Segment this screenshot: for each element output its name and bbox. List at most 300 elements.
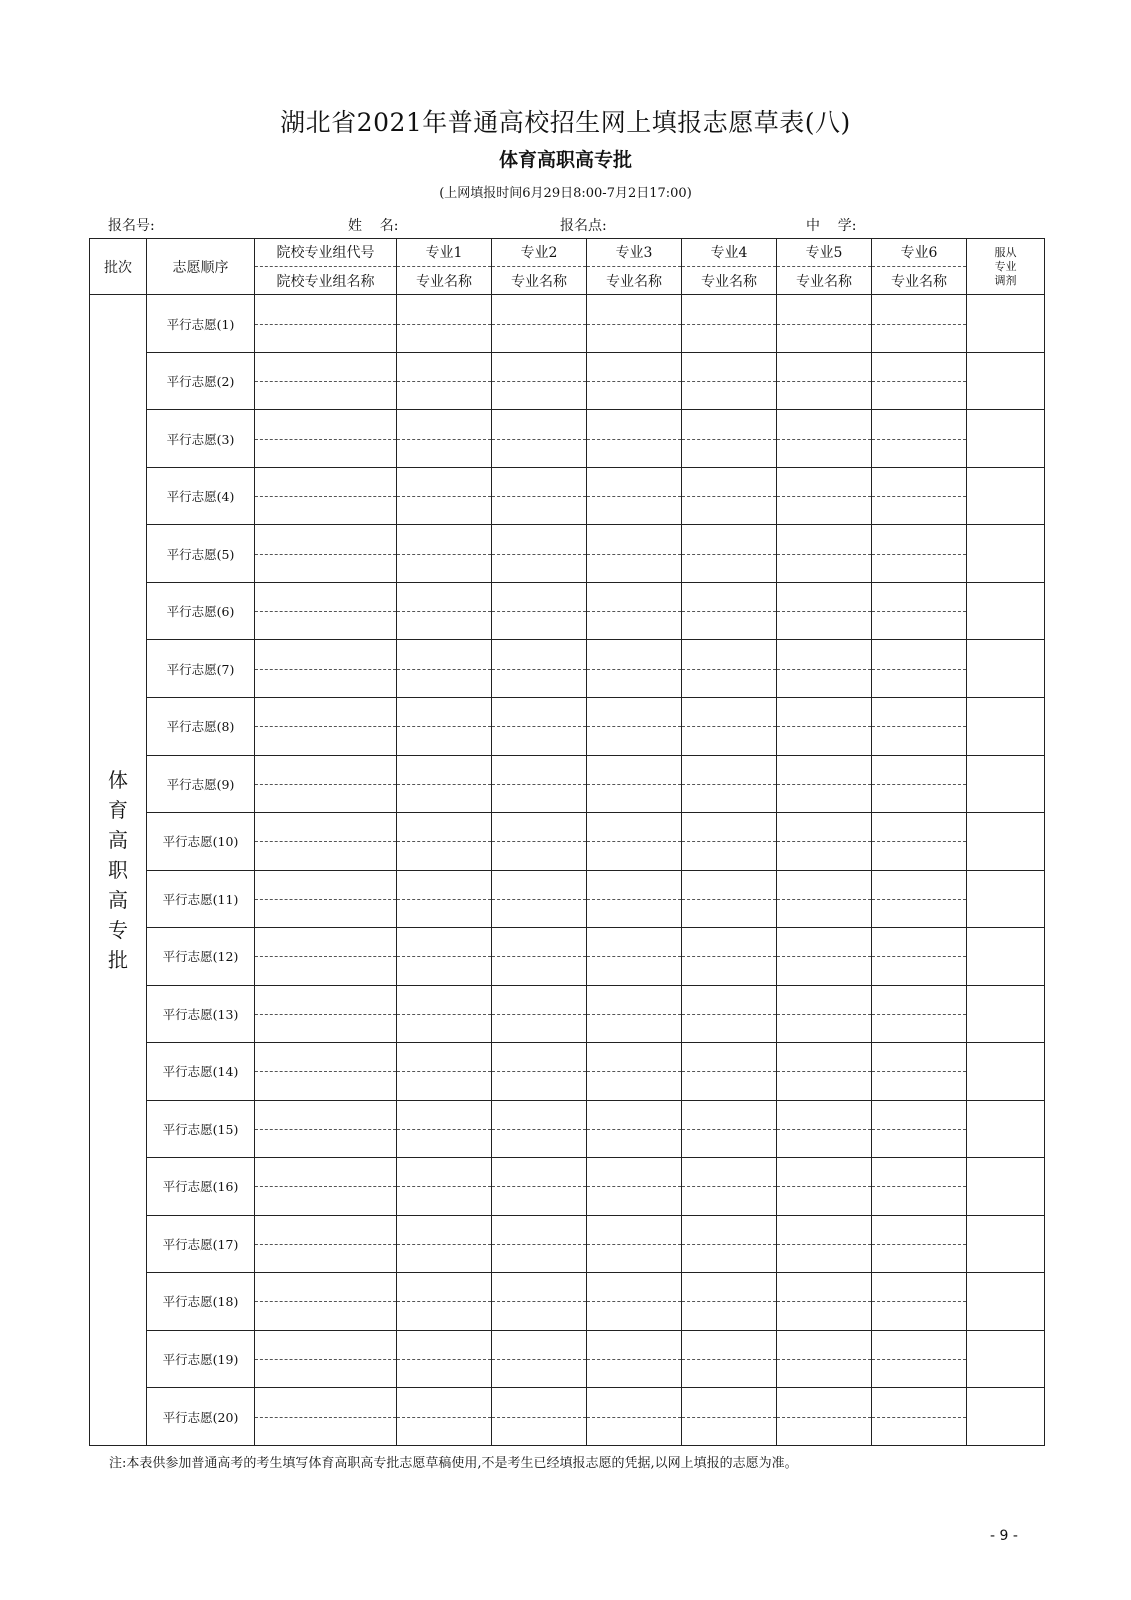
- major-entry-cell[interactable]: [587, 1043, 682, 1101]
- dashed-divider: [492, 381, 586, 382]
- major-entry-cell[interactable]: [777, 410, 872, 468]
- major-entry-cell[interactable]: [682, 582, 777, 640]
- obey-adjustment-cell[interactable]: [967, 755, 1045, 813]
- major-entry-cell[interactable]: [872, 1215, 967, 1273]
- major-entry-cell[interactable]: [587, 1273, 682, 1331]
- group-entry-cell[interactable]: [255, 813, 397, 871]
- dashed-divider: [492, 841, 586, 842]
- major-entry-cell[interactable]: [777, 295, 872, 353]
- group-entry-cell[interactable]: [255, 467, 397, 525]
- major-entry-cell[interactable]: [872, 295, 967, 353]
- group-entry-cell[interactable]: [255, 640, 397, 698]
- major-entry-cell[interactable]: [587, 755, 682, 813]
- major-entry-cell[interactable]: [777, 582, 872, 640]
- major-entry-cell[interactable]: [872, 813, 967, 871]
- batch-name-cell: [90, 295, 147, 1446]
- major-entry-cell[interactable]: [587, 985, 682, 1043]
- major-entry-cell[interactable]: [872, 1388, 967, 1446]
- dashed-divider: [777, 899, 871, 900]
- dashed-divider: [587, 956, 681, 957]
- table-row: [90, 985, 1045, 1043]
- dashed-divider: [492, 726, 586, 727]
- major-entry-cell[interactable]: [587, 582, 682, 640]
- major-entry-cell[interactable]: [682, 295, 777, 353]
- dashed-divider: [777, 554, 871, 555]
- major-entry-cell[interactable]: [492, 352, 587, 410]
- dashed-divider: [777, 496, 871, 497]
- dashed-divider: [587, 1129, 681, 1130]
- major-entry-cell[interactable]: [777, 1388, 872, 1446]
- major-entry-cell[interactable]: [682, 1043, 777, 1101]
- table-row: [90, 928, 1045, 986]
- table-row: [90, 1273, 1045, 1331]
- major-entry-cell[interactable]: [397, 1158, 492, 1216]
- major-entry-cell[interactable]: [587, 928, 682, 986]
- major-entry-cell[interactable]: [777, 1158, 872, 1216]
- major-entry-cell[interactable]: [872, 640, 967, 698]
- dashed-divider: [492, 669, 586, 670]
- obey-adjustment-cell[interactable]: [967, 928, 1045, 986]
- major-entry-cell[interactable]: [682, 870, 777, 928]
- group-entry-cell[interactable]: [255, 755, 397, 813]
- major-entry-cell[interactable]: [872, 698, 967, 756]
- major-entry-cell[interactable]: [682, 1273, 777, 1331]
- major-entry-cell[interactable]: [872, 352, 967, 410]
- major-entry-cell[interactable]: [587, 1100, 682, 1158]
- major-entry-cell[interactable]: [682, 985, 777, 1043]
- table-row: [90, 1100, 1045, 1158]
- dashed-divider: [872, 439, 966, 440]
- table-row: [90, 1043, 1045, 1101]
- major-entry-cell[interactable]: [682, 1388, 777, 1446]
- major-entry-cell[interactable]: [872, 1158, 967, 1216]
- major-entry-cell[interactable]: [492, 1215, 587, 1273]
- volunteer-order-label: 平行志愿(13): [147, 985, 255, 1043]
- major-entry-cell[interactable]: [397, 985, 492, 1043]
- batch-name-char: 专: [108, 918, 128, 943]
- major-entry-cell[interactable]: [492, 1100, 587, 1158]
- dashed-divider: [587, 439, 681, 440]
- dashed-divider: [777, 1014, 871, 1015]
- dashed-divider: [587, 554, 681, 555]
- dashed-divider: [777, 1417, 871, 1418]
- table-row: [90, 1330, 1045, 1388]
- dashed-divider: [872, 1359, 966, 1360]
- major-entry-cell[interactable]: [492, 1273, 587, 1331]
- volunteer-order-label: 平行志愿(9): [147, 755, 255, 813]
- dashed-divider: [872, 1186, 966, 1187]
- table-row: [90, 870, 1045, 928]
- major-entry-cell[interactable]: [492, 698, 587, 756]
- dashed-divider: [492, 956, 586, 957]
- dashed-divider: [872, 956, 966, 957]
- volunteer-order-label: 平行志愿(2): [147, 352, 255, 410]
- dashed-divider: [255, 496, 396, 497]
- major-entry-cell[interactable]: [492, 928, 587, 986]
- major-entry-cell[interactable]: [682, 410, 777, 468]
- major-entry-cell[interactable]: [492, 1158, 587, 1216]
- dashed-divider: [777, 726, 871, 727]
- dashed-divider: [777, 1244, 871, 1245]
- obey-adjustment-cell[interactable]: [967, 1158, 1045, 1216]
- major-entry-cell[interactable]: [872, 410, 967, 468]
- dashed-divider: [397, 1417, 491, 1418]
- dashed-divider: [872, 611, 966, 612]
- dashed-divider: [492, 324, 586, 325]
- dashed-divider: [255, 956, 396, 957]
- dashed-divider: [255, 324, 396, 325]
- dashed-divider: [682, 1129, 776, 1130]
- dashed-divider: [397, 1359, 491, 1360]
- major-entry-cell[interactable]: [492, 582, 587, 640]
- major-entry-cell[interactable]: [397, 1388, 492, 1446]
- major-entry-cell[interactable]: [872, 1330, 967, 1388]
- obey-adjustment-cell[interactable]: [967, 813, 1045, 871]
- dashed-divider: [682, 1417, 776, 1418]
- major-name-header: 专业名称: [587, 266, 682, 295]
- dashed-divider: [682, 381, 776, 382]
- batch-subtitle: 体育高职高专批: [498, 149, 632, 171]
- major-entry-cell[interactable]: [492, 1388, 587, 1446]
- dashed-divider: [255, 381, 396, 382]
- major-entry-cell[interactable]: [682, 698, 777, 756]
- major-entry-cell[interactable]: [777, 698, 872, 756]
- dashed-divider: [777, 1359, 871, 1360]
- obey-adjustment-cell[interactable]: [967, 525, 1045, 583]
- major-1-header: 专业1: [397, 239, 492, 267]
- major-entry-cell[interactable]: [872, 1043, 967, 1101]
- reg-no-label: 报名号:: [108, 218, 155, 234]
- dashed-divider: [682, 324, 776, 325]
- major-4-header: 专业4: [682, 239, 777, 267]
- major-entry-cell[interactable]: [682, 928, 777, 986]
- major-entry-cell[interactable]: [587, 640, 682, 698]
- dashed-divider: [682, 554, 776, 555]
- dashed-divider: [397, 669, 491, 670]
- major-entry-cell[interactable]: [777, 640, 872, 698]
- volunteer-order-label: 平行志愿(18): [147, 1273, 255, 1331]
- batch-name-char: 育: [108, 798, 128, 823]
- group-entry-cell[interactable]: [255, 582, 397, 640]
- major-entry-cell[interactable]: [682, 1100, 777, 1158]
- major-entry-cell[interactable]: [587, 698, 682, 756]
- group-entry-cell[interactable]: [255, 1388, 397, 1446]
- dashed-divider: [587, 1359, 681, 1360]
- obey-adjustment-cell[interactable]: [967, 640, 1045, 698]
- major-entry-cell[interactable]: [777, 755, 872, 813]
- dashed-divider: [587, 784, 681, 785]
- dashed-divider: [682, 439, 776, 440]
- dashed-divider: [872, 381, 966, 382]
- volunteer-order-label: 平行志愿(3): [147, 410, 255, 468]
- obey-adjustment-cell[interactable]: [967, 698, 1045, 756]
- order-header: 志愿顺序: [147, 239, 255, 295]
- group-entry-cell[interactable]: [255, 928, 397, 986]
- table-row: [90, 582, 1045, 640]
- volunteer-form-table: [89, 238, 1045, 1446]
- major-entry-cell[interactable]: [872, 525, 967, 583]
- major-entry-cell[interactable]: [777, 1100, 872, 1158]
- major-entry-cell[interactable]: [682, 352, 777, 410]
- table-row: [90, 467, 1045, 525]
- obey-adjustment-cell[interactable]: [967, 1100, 1045, 1158]
- major-entry-cell[interactable]: [587, 870, 682, 928]
- dashed-divider: [255, 611, 396, 612]
- form-title: 湖北省2021年普通高校招生网上填报志愿草表(八): [280, 108, 851, 137]
- dashed-divider: [872, 841, 966, 842]
- dashed-divider: [492, 439, 586, 440]
- major-entry-cell[interactable]: [682, 1158, 777, 1216]
- major-entry-cell[interactable]: [777, 985, 872, 1043]
- dashed-divider: [587, 1071, 681, 1072]
- footnote: 注:本表供参加普通高考的考生填写体育高职高专批志愿草稿使用,不是考生已经填报志愿的凭据,以网上填报的志愿为准。: [109, 1456, 798, 1471]
- dashed-divider: [397, 1014, 491, 1015]
- major-entry-cell[interactable]: [492, 813, 587, 871]
- dashed-divider: [682, 956, 776, 957]
- obey-adjustment-cell[interactable]: [967, 870, 1045, 928]
- obey-adjustment-cell[interactable]: [967, 295, 1045, 353]
- dashed-divider: [255, 1014, 396, 1015]
- dashed-divider: [397, 784, 491, 785]
- major-entry-cell[interactable]: [682, 1330, 777, 1388]
- volunteer-order-label: 平行志愿(10): [147, 813, 255, 871]
- volunteer-order-label: 平行志愿(20): [147, 1388, 255, 1446]
- major-entry-cell[interactable]: [872, 582, 967, 640]
- major-name-header: 专业名称: [492, 266, 587, 295]
- dashed-divider: [872, 1244, 966, 1245]
- dashed-divider: [587, 496, 681, 497]
- dashed-divider: [397, 1186, 491, 1187]
- major-entry-cell[interactable]: [587, 295, 682, 353]
- batch-name-char: 高: [108, 888, 128, 913]
- dashed-divider: [587, 669, 681, 670]
- major-name-header: 专业名称: [777, 266, 872, 295]
- dashed-divider: [397, 899, 491, 900]
- major-entry-cell[interactable]: [872, 985, 967, 1043]
- group-entry-cell[interactable]: [255, 985, 397, 1043]
- dashed-divider: [872, 726, 966, 727]
- major-entry-cell[interactable]: [777, 1043, 872, 1101]
- dashed-divider: [587, 1014, 681, 1015]
- dashed-divider: [777, 669, 871, 670]
- dashed-divider: [682, 784, 776, 785]
- name-label: 姓 名:: [348, 218, 399, 234]
- dashed-divider: [397, 496, 491, 497]
- major-entry-cell[interactable]: [397, 410, 492, 468]
- dashed-divider: [255, 1186, 396, 1187]
- dashed-divider: [492, 784, 586, 785]
- major-entry-cell[interactable]: [397, 640, 492, 698]
- major-entry-cell[interactable]: [682, 640, 777, 698]
- major-entry-cell[interactable]: [587, 1215, 682, 1273]
- obey-adjustment-cell[interactable]: [967, 467, 1045, 525]
- dashed-divider: [492, 1359, 586, 1360]
- group-entry-cell[interactable]: [255, 1100, 397, 1158]
- dashed-divider: [492, 1014, 586, 1015]
- group-entry-cell[interactable]: [255, 1215, 397, 1273]
- major-entry-cell[interactable]: [777, 813, 872, 871]
- dashed-divider: [682, 841, 776, 842]
- obey-line-1: 服从: [994, 245, 1017, 259]
- major-entry-cell[interactable]: [777, 467, 872, 525]
- group-entry-cell[interactable]: [255, 1330, 397, 1388]
- group-entry-cell[interactable]: [255, 1043, 397, 1101]
- major-entry-cell[interactable]: [492, 755, 587, 813]
- dashed-divider: [492, 899, 586, 900]
- dashed-divider: [255, 554, 396, 555]
- major-entry-cell[interactable]: [492, 1043, 587, 1101]
- major-entry-cell[interactable]: [397, 755, 492, 813]
- major-entry-cell[interactable]: [397, 813, 492, 871]
- major-entry-cell[interactable]: [587, 525, 682, 583]
- dashed-divider: [777, 611, 871, 612]
- major-entry-cell[interactable]: [587, 1330, 682, 1388]
- obey-line-2: 专业: [994, 259, 1017, 273]
- major-entry-cell[interactable]: [872, 467, 967, 525]
- major-entry-cell[interactable]: [492, 525, 587, 583]
- volunteer-order-label: 平行志愿(7): [147, 640, 255, 698]
- major-entry-cell[interactable]: [587, 467, 682, 525]
- obey-adjustment-cell[interactable]: [967, 1388, 1045, 1446]
- volunteer-order-label: 平行志愿(11): [147, 870, 255, 928]
- group-entry-cell[interactable]: [255, 870, 397, 928]
- batch-name-char: 批: [108, 948, 128, 973]
- major-entry-cell[interactable]: [492, 985, 587, 1043]
- major-entry-cell[interactable]: [587, 1388, 682, 1446]
- obey-adjustment-cell[interactable]: [967, 985, 1045, 1043]
- dashed-divider: [777, 439, 871, 440]
- major-entry-cell[interactable]: [682, 755, 777, 813]
- major-entry-cell[interactable]: [777, 870, 872, 928]
- dashed-divider: [777, 784, 871, 785]
- obey-adjustment-cell[interactable]: [967, 1043, 1045, 1101]
- dashed-divider: [492, 611, 586, 612]
- dashed-divider: [397, 1071, 491, 1072]
- group-entry-cell[interactable]: [255, 295, 397, 353]
- major-6-header: 专业6: [872, 239, 967, 267]
- major-entry-cell[interactable]: [587, 1158, 682, 1216]
- major-entry-cell[interactable]: [777, 352, 872, 410]
- major-entry-cell[interactable]: [397, 295, 492, 353]
- major-entry-cell[interactable]: [587, 410, 682, 468]
- major-entry-cell[interactable]: [492, 870, 587, 928]
- group-entry-cell[interactable]: [255, 410, 397, 468]
- major-entry-cell[interactable]: [682, 813, 777, 871]
- table-row: [90, 1158, 1045, 1216]
- major-entry-cell[interactable]: [872, 1100, 967, 1158]
- major-3-header: 专业3: [587, 239, 682, 267]
- major-entry-cell[interactable]: [397, 1273, 492, 1331]
- obey-adjustment-cell[interactable]: [967, 582, 1045, 640]
- major-entry-cell[interactable]: [777, 1330, 872, 1388]
- major-entry-cell[interactable]: [872, 755, 967, 813]
- major-entry-cell[interactable]: [587, 813, 682, 871]
- dashed-divider: [777, 1186, 871, 1187]
- dashed-divider: [682, 726, 776, 727]
- major-entry-cell[interactable]: [492, 640, 587, 698]
- batch-name-char: 高: [108, 828, 128, 853]
- obey-adjustment-cell[interactable]: [967, 1330, 1045, 1388]
- major-entry-cell[interactable]: [397, 870, 492, 928]
- major-entry-cell[interactable]: [397, 467, 492, 525]
- obey-adjustment-cell[interactable]: [967, 410, 1045, 468]
- major-name-header: 专业名称: [682, 266, 777, 295]
- major-entry-cell[interactable]: [397, 1100, 492, 1158]
- group-entry-cell[interactable]: [255, 525, 397, 583]
- major-entry-cell[interactable]: [587, 352, 682, 410]
- major-entry-cell[interactable]: [492, 410, 587, 468]
- dashed-divider: [777, 956, 871, 957]
- major-entry-cell[interactable]: [872, 870, 967, 928]
- dashed-divider: [587, 1417, 681, 1418]
- dashed-divider: [682, 496, 776, 497]
- dashed-divider: [587, 899, 681, 900]
- major-entry-cell[interactable]: [397, 928, 492, 986]
- group-entry-cell[interactable]: [255, 1273, 397, 1331]
- major-entry-cell[interactable]: [777, 525, 872, 583]
- major-entry-cell[interactable]: [872, 928, 967, 986]
- dashed-divider: [255, 784, 396, 785]
- major-entry-cell[interactable]: [682, 467, 777, 525]
- major-entry-cell[interactable]: [397, 352, 492, 410]
- dashed-divider: [255, 1129, 396, 1130]
- batch-name-char: 职: [108, 858, 128, 883]
- dashed-divider: [872, 554, 966, 555]
- major-name-header: 专业名称: [872, 266, 967, 295]
- major-entry-cell[interactable]: [682, 525, 777, 583]
- major-entry-cell[interactable]: [777, 1215, 872, 1273]
- major-entry-cell[interactable]: [492, 467, 587, 525]
- table-row: [90, 813, 1045, 871]
- dashed-divider: [682, 1301, 776, 1302]
- major-entry-cell[interactable]: [872, 1273, 967, 1331]
- major-entry-cell[interactable]: [397, 698, 492, 756]
- major-entry-cell[interactable]: [397, 1215, 492, 1273]
- major-entry-cell[interactable]: [492, 295, 587, 353]
- group-entry-cell[interactable]: [255, 352, 397, 410]
- major-entry-cell[interactable]: [397, 1043, 492, 1101]
- dashed-divider: [397, 324, 491, 325]
- major-entry-cell[interactable]: [682, 1215, 777, 1273]
- group-entry-cell[interactable]: [255, 1158, 397, 1216]
- volunteer-order-label: 平行志愿(16): [147, 1158, 255, 1216]
- obey-adjustment-cell[interactable]: [967, 1215, 1045, 1273]
- major-entry-cell[interactable]: [397, 582, 492, 640]
- volunteer-order-label: 平行志愿(15): [147, 1100, 255, 1158]
- major-entry-cell[interactable]: [492, 1330, 587, 1388]
- reg-site-label: 报名点:: [560, 218, 607, 234]
- major-entry-cell[interactable]: [397, 525, 492, 583]
- obey-adjustment-cell[interactable]: [967, 352, 1045, 410]
- volunteer-order-label: 平行志愿(8): [147, 698, 255, 756]
- dashed-divider: [682, 1186, 776, 1187]
- major-5-header: 专业5: [777, 239, 872, 267]
- dashed-divider: [255, 899, 396, 900]
- major-entry-cell[interactable]: [397, 1330, 492, 1388]
- dashed-divider: [872, 669, 966, 670]
- dashed-divider: [492, 1244, 586, 1245]
- dashed-divider: [397, 956, 491, 957]
- major-entry-cell[interactable]: [777, 1273, 872, 1331]
- major-entry-cell[interactable]: [777, 928, 872, 986]
- dashed-divider: [397, 381, 491, 382]
- dashed-divider: [682, 1244, 776, 1245]
- dashed-divider: [492, 1129, 586, 1130]
- dashed-divider: [587, 1186, 681, 1187]
- group-entry-cell[interactable]: [255, 698, 397, 756]
- dashed-divider: [255, 1071, 396, 1072]
- obey-adjustment-cell[interactable]: [967, 1273, 1045, 1331]
